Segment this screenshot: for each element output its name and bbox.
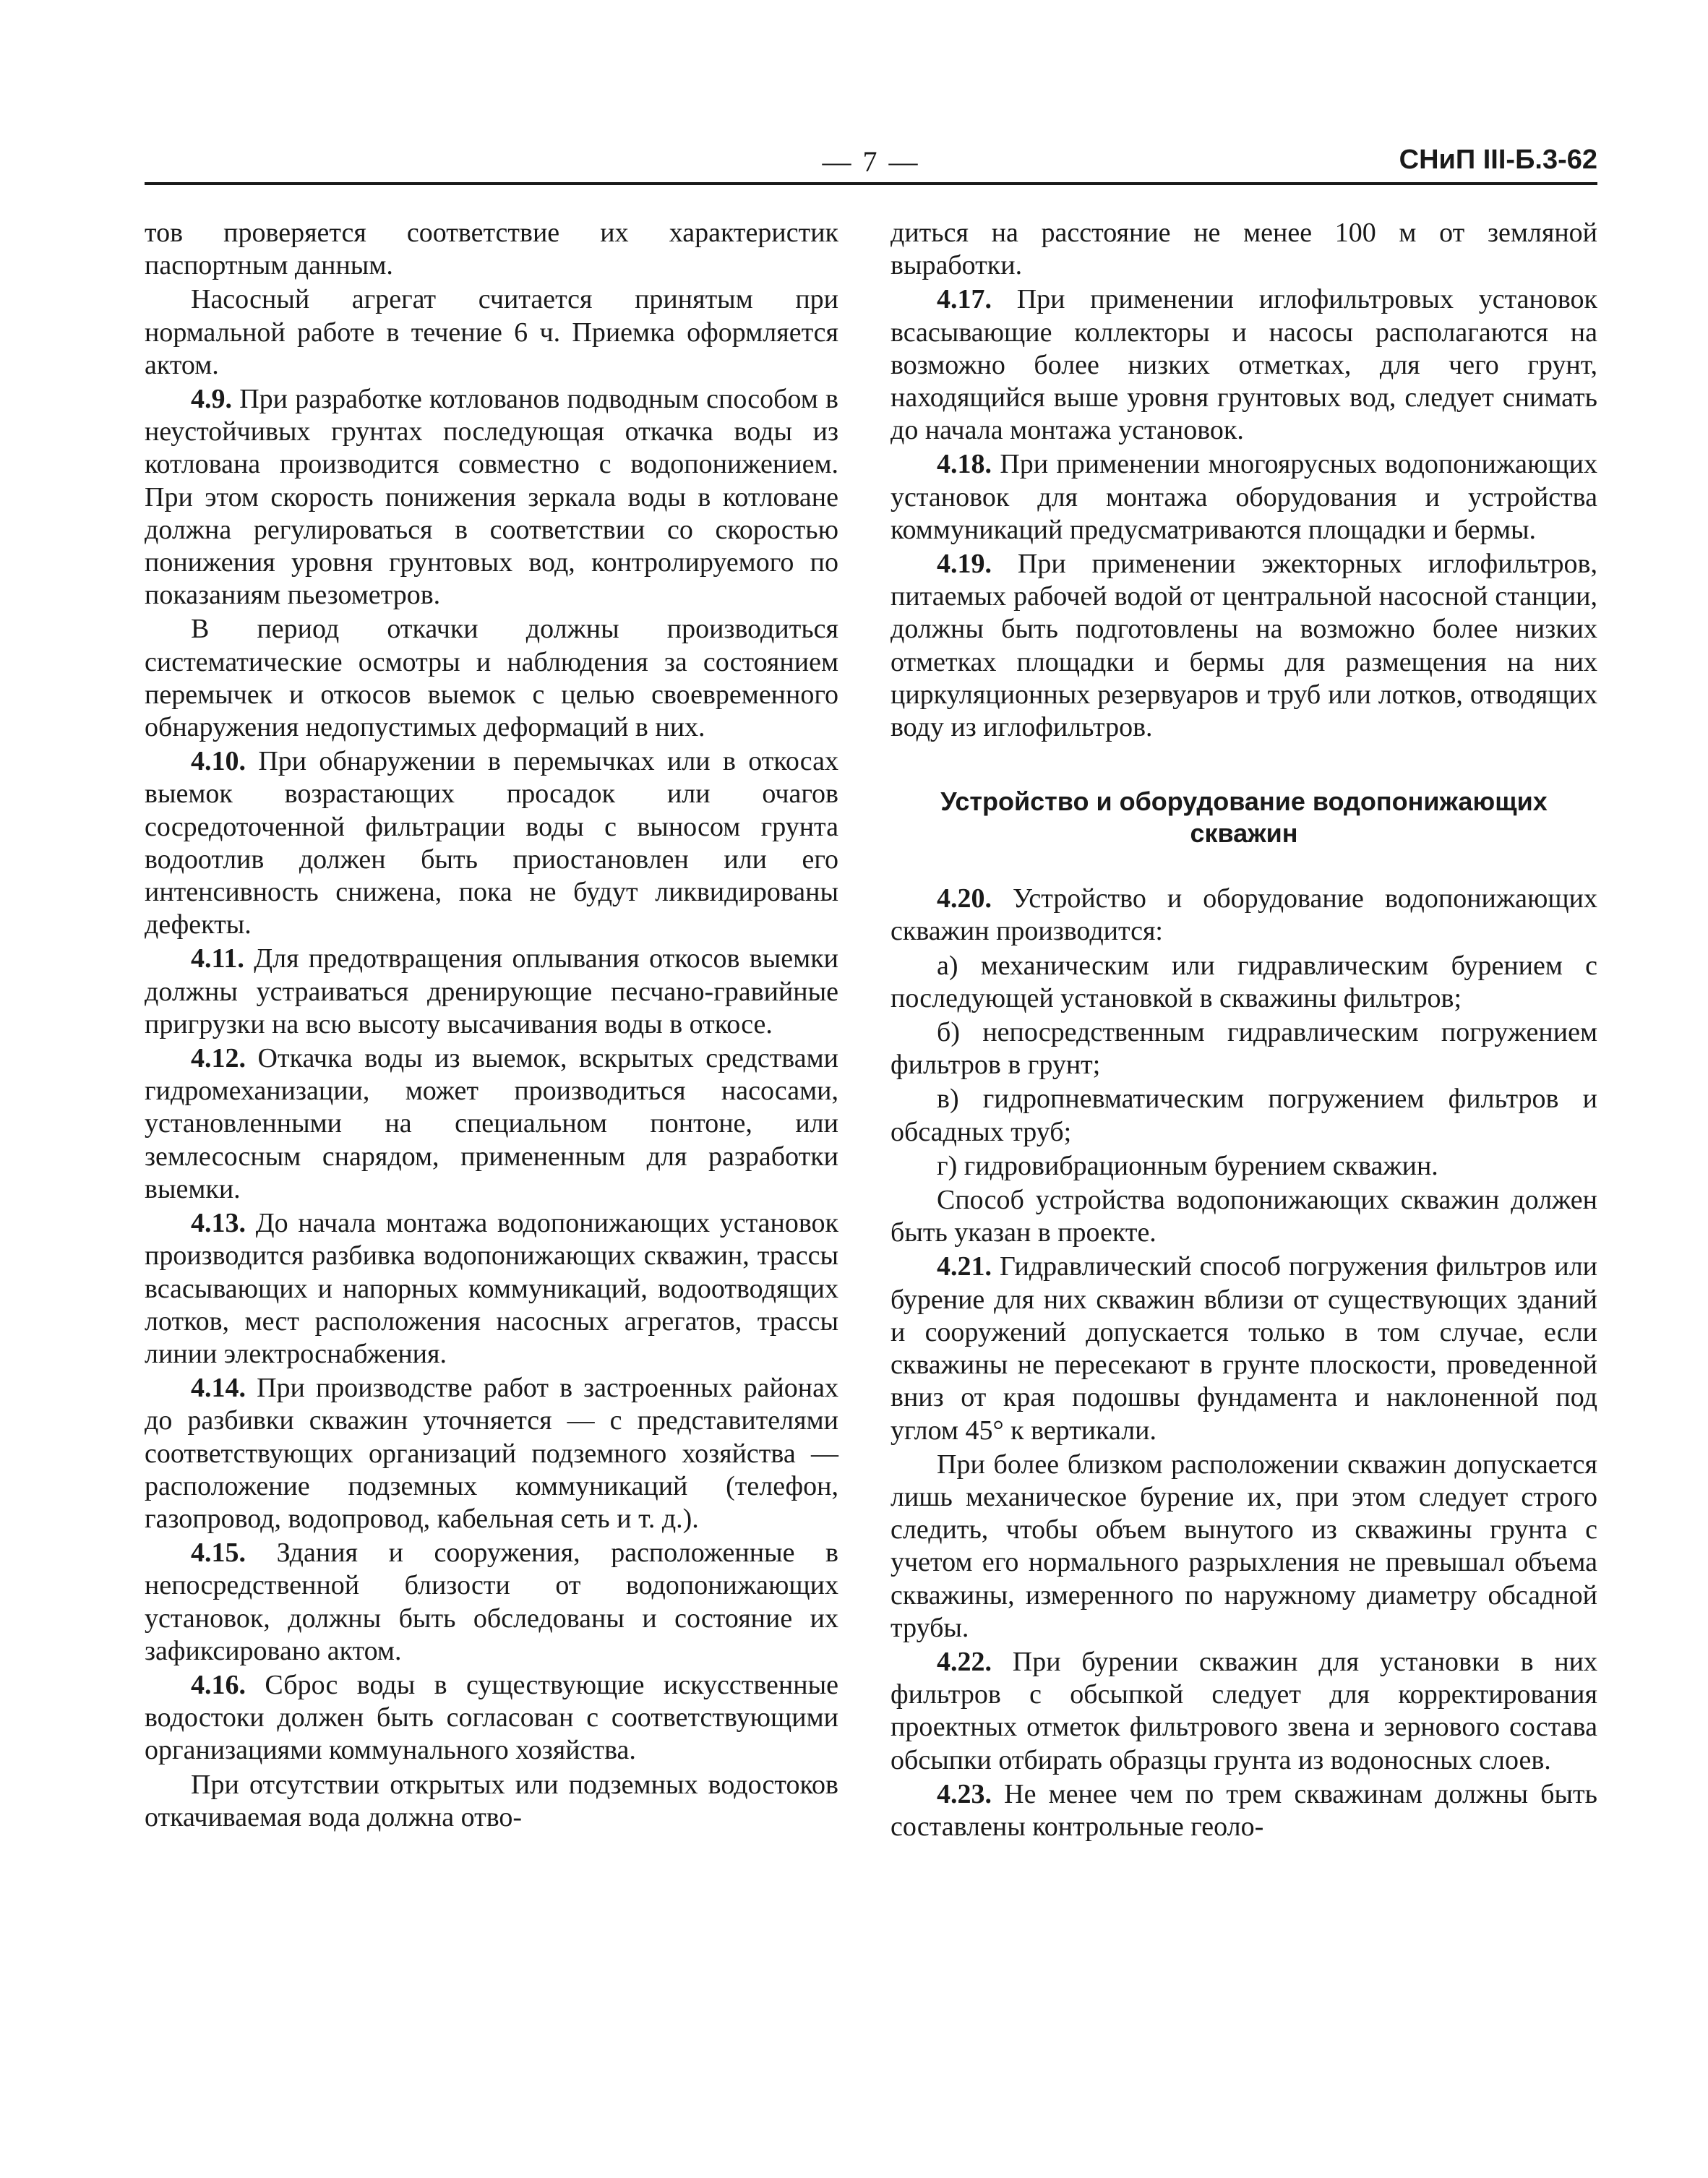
paragraph: 4.22. При бурении скважин для установки в них фильтров с обсыпкой следует для корректирования проектных отметок фильтрового звена и зернового состава обсыпки отбирать образцы грунта из водоносных слоев. [891,1646,1597,1775]
paragraph: Насосный агрегат считается принятым при нормальной работе в течение 6 ч. Приемка оформляется актом. [145,284,838,380]
right-column [891,217,1597,1845]
paragraph: 4.14. При производстве работ в застроенных районах до разбивки скважин уточняется — с представителями соответствующих организаций подземного хозяйства — расположение подземных коммуникаций (телефон, газопровод, водопровод, кабельная сеть и т. д.). [145,1373,838,1534]
paragraph: 4.19. При применении эжекторных иглофильтров, питаемых рабочей водой от центральной насосной станции, должны быть подготовлены на возможно более низких отметках площадки и бермы для размещения на них циркуляционных резервуаров и труб или лотков, отводящих воду из иглофильтров. [891,549,1597,743]
page-header [145,145,1597,181]
document-code: СНиП III-Б.3-62 [1399,145,1597,175]
list-item: в) гидропневматическим погружением фильтров и обсадных труб; [891,1084,1597,1147]
list-item: б) непосредственным гидравлическим погружением фильтров в грунт; [891,1017,1597,1081]
paragraph: 4.12. Откачка воды из выемок, вскрытых средствами гидромеханизации, может производиться насосами, установленными на специальном понтоне, или землесосным снарядом, примененным для разработки выемки. [145,1043,838,1204]
paragraph: 4.10. При обнаружении в перемычках или в откосах выемок возрастающих просадок или очагов сосредоточенной фильтрации воды с выносом грунта водоотлив должен быть приостановлен или его интенсивность снижена, пока не будут ликвидированы дефекты. [145,746,838,940]
paragraph: 4.9. При разработке котлованов подводным способом в неустойчивых грунтах последующая откачка воды из котлована производится совместно с водопонижением. При этом скорость понижения зеркала воды в котловане должна регулироваться в соответствии со скоростью понижения уровня грунтовых вод, контролируемого по показаниям пьезометров. [145,384,838,611]
paragraph: Способ устройства водопонижающих скважин должен быть указан в проекте. [891,1185,1597,1248]
paragraph: 4.18. При применении многоярусных водопонижающих установок для монтажа оборудования и устройства коммуникаций предусматриваются площадки и бермы. [891,449,1597,545]
paragraph: 4.17. При применении иглофильтровых установок всасывающие коллекторы и насосы располагаются на возможно более низких отметках, для чего грунт, находящийся выше уровня грунтовых вод, следует снимать до начала монтажа установок. [891,284,1597,446]
paragraph: При отсутствии открытых или подземных водостоков откачиваемая вода должна отво- [145,1769,838,1832]
paragraph: В период откачки должны производиться систематические осмотры и наблюдения за состоянием перемычек и откосов выемок с целью своевременного обнаружения недопустимых деформаций в них. [145,614,838,743]
list-item: г) гидровибрационным бурением скважин. [937,1150,1438,1181]
paragraph: При более близком расположении скважин допускается лишь механическое бурение их, при этом следует строго следить, чтобы объем вынутого из скважины грунта с учетом его нормального разрыхления не превышал объема скважины, измеренного по наружному диаметру обсадной трубы. [891,1449,1597,1643]
paragraph: 4.11. Для предотвращения оплывания откосов выемки должны устраиваться дренирующие песчано-гравийные пригрузки на всю высоту высачивания воды в откосе. [145,943,838,1039]
left-column [145,217,838,1835]
header-rule [145,182,1597,185]
paragraph: 4.23. Не менее чем по трем скважинам должны быть составлены контрольные геоло- [891,1778,1597,1842]
paragraph: 4.13. До начала монтажа водопонижающих установок производится разбивка водопонижающих скважин, трассы всасывающих и напорных коммуникаций, водоотводящих лотков, мест расположения насосных агрегатов, трассы линии электроснабжения. [145,1208,838,1369]
paragraph: 4.20. Устройство и оборудование водопонижающих скважин производится: [891,883,1597,947]
paragraph: диться на расстояние не менее 100 м от земляной выработки. [891,218,1597,281]
page-number: — 7 — [822,145,920,178]
paragraph: 4.21. Гидравлический способ погружения фильтров или бурение для них скважин вблизи от существующих зданий и сооружений допускается только в том случае, если скважины не пересекают в грунте плоскости, проведенной вниз от края подошвы фундамента и наклоненной под углом 45° к вертикали. [891,1251,1597,1446]
list-item: а) механическим или гидравлическим бурением с последующей установкой в скважины фильтров; [891,950,1597,1013]
paragraph: тов проверяется соответствие их характеристик паспортным данным. [145,218,838,281]
section-heading: Устройство и оборудование водопонижающих скважин [940,786,1548,849]
paragraph: 4.15. Здания и сооружения, расположенные в непосредственной близости от водопонижающих установок, должны быть обследованы и состояние их зафиксировано актом. [145,1538,838,1666]
paragraph: 4.16. Сброс воды в существующие искусственные водостоки должен быть согласован с соответствующими организациями коммунального хозяйства. [145,1669,838,1766]
